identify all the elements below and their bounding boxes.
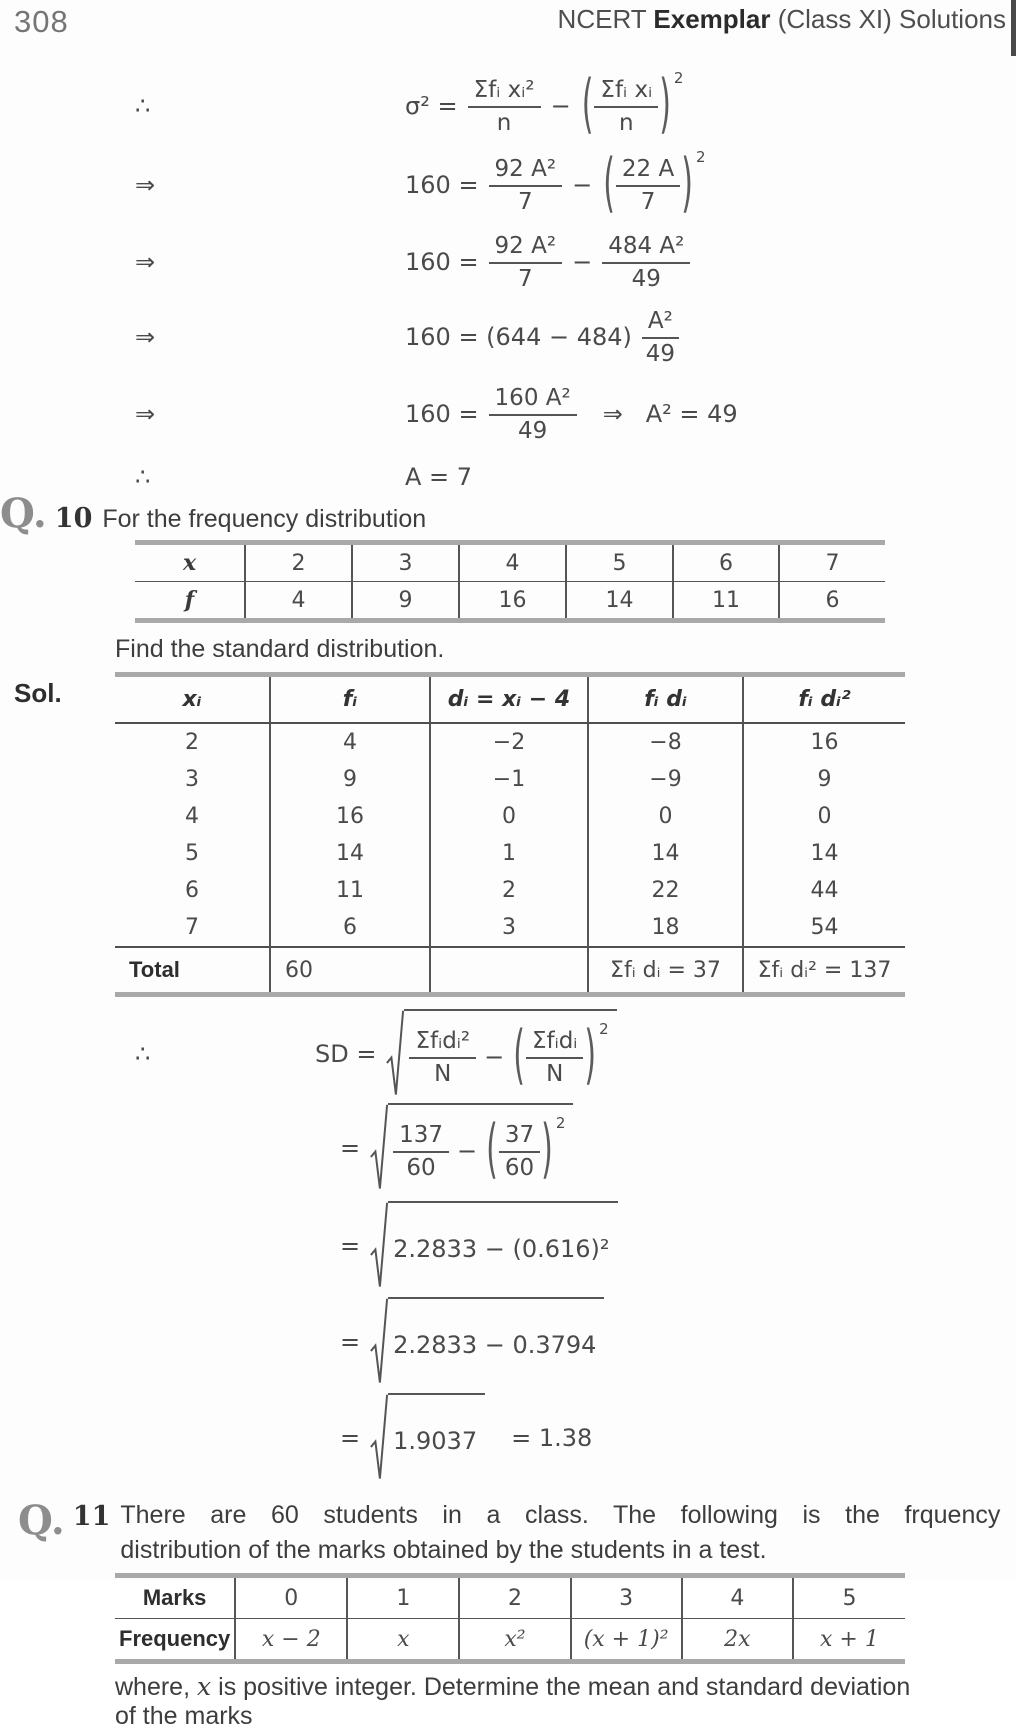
numerator: Σfᵢdᵢ²	[409, 1028, 476, 1059]
table-cell: 4	[682, 1576, 793, 1619]
equation-lhs: 160 =	[405, 171, 479, 199]
derivation-block	[0, 68, 1016, 492]
radical-icon	[370, 1103, 388, 1193]
table-cell: 0	[235, 1576, 347, 1619]
table-cell: −2	[430, 723, 588, 761]
numerator: A²	[642, 308, 679, 339]
table-cell: 2	[430, 872, 588, 909]
fraction	[594, 77, 658, 136]
fraction	[642, 308, 679, 367]
row-label: Marks	[142, 1585, 207, 1610]
outro-variable: x	[197, 1672, 212, 1701]
table-cell: 18	[588, 909, 743, 947]
therefore-symbol: ∴	[135, 463, 151, 491]
exponent: 2	[673, 68, 684, 87]
numerator: 37	[499, 1122, 540, 1153]
fraction	[489, 156, 563, 215]
book-title-suffix: (Class XI) Solutions	[770, 4, 1006, 34]
table-cell: −1	[430, 761, 588, 798]
table-row	[115, 1619, 905, 1662]
equation-line	[340, 1103, 1016, 1193]
equals-sign: =	[340, 1424, 361, 1452]
table-cell: 44	[743, 872, 905, 909]
solution-label: Sol.	[14, 678, 62, 708]
table-cell: x − 2	[235, 1619, 347, 1662]
table-cell: 4	[185, 804, 199, 829]
radical-icon	[370, 1393, 388, 1483]
minus-operator: −	[484, 1043, 505, 1071]
table-cell: 11	[673, 582, 779, 621]
table-cell: 7	[779, 543, 885, 582]
equation-line	[340, 1297, 1016, 1387]
radicand: 1.9037	[388, 1393, 485, 1483]
fraction	[499, 1122, 540, 1181]
denominator: 49	[517, 417, 548, 444]
implies-symbol: ⇒	[135, 171, 156, 199]
left-paren: (	[486, 1112, 498, 1188]
fraction	[489, 385, 577, 444]
denominator: 49	[645, 340, 676, 367]
numerator: Σfᵢdᵢ	[526, 1028, 583, 1059]
table-cell: 2	[459, 1576, 570, 1619]
table-row	[115, 835, 905, 872]
table-cell: 9	[743, 761, 905, 798]
fraction	[526, 1028, 583, 1087]
table-cell: 4	[270, 723, 430, 761]
total-frequency: 60	[270, 947, 430, 995]
right-paren: )	[541, 1112, 553, 1188]
question-marker: Q.	[0, 490, 47, 537]
table-cell: 0	[430, 798, 588, 835]
squared-paren-group	[485, 1112, 566, 1188]
row-label: Frequency	[115, 1619, 235, 1662]
table-cell: 14	[270, 835, 430, 872]
equation-line	[340, 1393, 1016, 1483]
table-cell: 6	[185, 878, 199, 903]
table-row	[115, 798, 905, 835]
implies-symbol: ⇒	[135, 323, 156, 351]
numerator: Σfᵢ xᵢ²	[468, 77, 541, 108]
equation-tail: ⇒ A² = 49	[602, 400, 738, 428]
denominator: N	[546, 1060, 564, 1087]
denominator: 7	[518, 265, 533, 292]
exponent: 2	[555, 1113, 566, 1132]
total-fd2: Σfᵢ dᵢ² = 137	[743, 947, 905, 995]
squared-paren-group	[512, 1018, 609, 1094]
equation-tail: = 1.38	[511, 1424, 593, 1452]
table-cell: 3	[430, 909, 588, 947]
equation-line	[135, 1009, 1016, 1099]
table-cell: (x + 1)²	[571, 1619, 682, 1662]
radical-icon	[386, 1009, 404, 1099]
radicand: 2.2833 − (0.616)²	[388, 1201, 617, 1291]
fraction	[468, 77, 541, 136]
question-number: 10	[54, 503, 93, 534]
equation-line	[135, 146, 1016, 222]
therefore-symbol: ∴	[135, 1040, 151, 1068]
outro-post: is positive integer. Determine the mean and standard deviation	[218, 1673, 911, 1701]
book-title-bold: Exemplar	[653, 4, 771, 34]
table-cell: 16	[743, 723, 905, 761]
therefore-symbol: ∴	[135, 92, 151, 120]
left-paren: (	[513, 1018, 525, 1094]
right-paren: )	[681, 146, 693, 222]
denominator: n	[619, 109, 634, 136]
table-header-row	[115, 675, 905, 724]
page-number: 308	[14, 4, 69, 39]
table-cell: −9	[588, 761, 743, 798]
table-row	[115, 761, 905, 798]
minus-operator: −	[550, 92, 571, 120]
question-marker: Q.	[18, 1497, 65, 1544]
table-cell: 3	[571, 1576, 682, 1619]
equation-line	[135, 302, 1016, 372]
solution-block	[0, 672, 1016, 997]
denominator: 49	[631, 265, 661, 292]
question-outro	[115, 1672, 1010, 1731]
fraction	[616, 156, 680, 215]
table-cell: x	[347, 1619, 459, 1662]
table-cell: 22	[588, 872, 743, 909]
column-header: dᵢ = xᵢ − 4	[430, 675, 588, 724]
squared-paren-group	[602, 146, 706, 222]
table-cell: 2x	[682, 1619, 793, 1662]
total-label: Total	[115, 947, 270, 995]
table-row	[135, 543, 885, 582]
table-cell: 9	[352, 582, 459, 621]
equation-lhs: 160 =	[405, 248, 479, 276]
table-cell: 54	[743, 909, 905, 947]
question-text	[120, 1501, 1000, 1565]
numerator: 160 A²	[489, 385, 577, 416]
table-cell: 5	[566, 543, 673, 582]
equation-lhs: 160 = (644 − 484)	[405, 323, 632, 351]
column-header: xᵢ	[115, 675, 270, 724]
table-row	[135, 582, 885, 621]
empty-cell	[430, 947, 588, 995]
table-cell: 5	[185, 841, 199, 866]
denominator: 7	[640, 188, 656, 215]
fraction	[489, 233, 563, 292]
table-row	[115, 872, 905, 909]
numerator: Σfᵢ xᵢ	[594, 77, 658, 108]
equation-line	[135, 67, 1016, 144]
square-root	[370, 1201, 617, 1291]
equation-line	[135, 462, 1016, 492]
table-row	[115, 909, 905, 947]
equation-lhs: 160 =	[405, 400, 479, 428]
table-cell: 2	[185, 730, 199, 755]
denominator: n	[496, 109, 512, 136]
equals-sign: =	[340, 1232, 361, 1260]
table-cell: 14	[566, 582, 673, 621]
left-paren: (	[603, 146, 615, 222]
minus-operator: −	[457, 1137, 478, 1165]
table-cell: 1	[347, 1576, 459, 1619]
denominator: 7	[518, 188, 533, 215]
implies-symbol: ⇒	[135, 248, 156, 276]
table-cell: 6	[673, 543, 779, 582]
equation-lhs: SD =	[315, 1040, 377, 1068]
table-cell: 4	[245, 582, 352, 621]
square-root	[370, 1103, 573, 1193]
q10-frequency-table	[135, 540, 885, 623]
question-text-line1: There are 60 students in a class. The following is the frquency	[120, 1501, 1001, 1529]
column-header: fᵢ dᵢ	[588, 675, 743, 724]
minus-operator: −	[572, 171, 593, 199]
numerator: 92 A²	[489, 233, 563, 264]
right-paren: )	[659, 67, 671, 143]
numerator: 92 A²	[489, 156, 563, 187]
row-label: f	[135, 582, 245, 621]
equals-sign: =	[340, 1328, 361, 1356]
table-cell: 14	[588, 835, 743, 872]
denominator: 60	[504, 1154, 535, 1181]
denominator: 60	[406, 1154, 436, 1181]
equation-line	[135, 230, 1016, 294]
row-label: x	[182, 550, 197, 576]
table-cell: 14	[743, 835, 905, 872]
table-cell: x²	[459, 1619, 570, 1662]
radical-icon	[370, 1297, 388, 1387]
right-paren: )	[584, 1018, 597, 1094]
table-cell: 3	[185, 767, 199, 792]
page-header	[0, 0, 1016, 40]
table-cell: x + 1	[793, 1619, 905, 1662]
equation-line	[340, 1201, 1016, 1291]
question-text-line2: distribution of the marks obtained by the students in a test.	[120, 1536, 767, 1564]
numerator: 484 A²	[602, 233, 690, 264]
table-cell: 11	[270, 872, 430, 909]
equation-lhs: σ² =	[405, 92, 458, 120]
column-header: fᵢ dᵢ²	[743, 675, 905, 724]
radicand: 2.2833 − 0.3794	[388, 1297, 604, 1387]
table-cell: 9	[270, 761, 430, 798]
table-cell: 0	[588, 798, 743, 835]
table-cell: 6	[779, 582, 885, 621]
squared-paren-group	[581, 67, 684, 143]
square-root	[370, 1393, 485, 1483]
table-total-row	[115, 947, 905, 995]
table-cell: 0	[743, 798, 905, 835]
question-prompt: Find the standard distribution.	[115, 635, 445, 663]
table-cell: 3	[352, 543, 459, 582]
table-cell: −8	[588, 723, 743, 761]
denominator: N	[434, 1060, 452, 1087]
column-header: fᵢ	[270, 675, 430, 724]
scan-edge-artifact	[1011, 0, 1016, 56]
equation-line	[135, 382, 1016, 446]
table-cell: 7	[185, 915, 199, 940]
numerator: 137	[393, 1122, 449, 1153]
radical-icon	[370, 1201, 388, 1291]
outro-line2: of the marks	[115, 1702, 253, 1730]
table-cell: 16	[270, 798, 430, 835]
implies-symbol: ⇒	[135, 400, 156, 428]
question-text: For the frequency distribution	[102, 505, 427, 533]
fraction	[409, 1028, 476, 1087]
solution-table	[115, 672, 905, 997]
minus-operator: −	[572, 248, 593, 276]
question-number: 11	[72, 1501, 111, 1532]
square-root	[370, 1297, 604, 1387]
equals-sign: =	[340, 1134, 361, 1162]
sd-computation-block	[0, 1009, 1016, 1483]
total-fd: Σfᵢ dᵢ = 37	[588, 947, 743, 995]
table-cell: 5	[793, 1576, 905, 1619]
table-cell: 4	[459, 543, 566, 582]
equation-lhs: A = 7	[405, 463, 473, 491]
table-row	[115, 723, 905, 761]
fraction	[602, 233, 690, 292]
question-10-header	[0, 490, 1016, 537]
fraction	[393, 1122, 449, 1181]
outro-pre: where,	[115, 1673, 191, 1701]
book-title-prefix: NCERT	[557, 4, 654, 34]
q11-marks-table	[115, 1573, 905, 1664]
exponent: 2	[695, 147, 706, 166]
book-title	[558, 4, 1006, 35]
table-cell: 1	[430, 835, 588, 872]
table-row	[115, 1576, 905, 1619]
table-cell: 16	[459, 582, 566, 621]
question-11-header	[0, 1497, 1016, 1565]
numerator: 22 A	[616, 156, 680, 187]
exponent: 2	[599, 1019, 609, 1038]
table-cell: 2	[245, 543, 352, 582]
square-root	[386, 1009, 616, 1099]
table-cell: 6	[270, 909, 430, 947]
left-paren: (	[581, 67, 594, 143]
